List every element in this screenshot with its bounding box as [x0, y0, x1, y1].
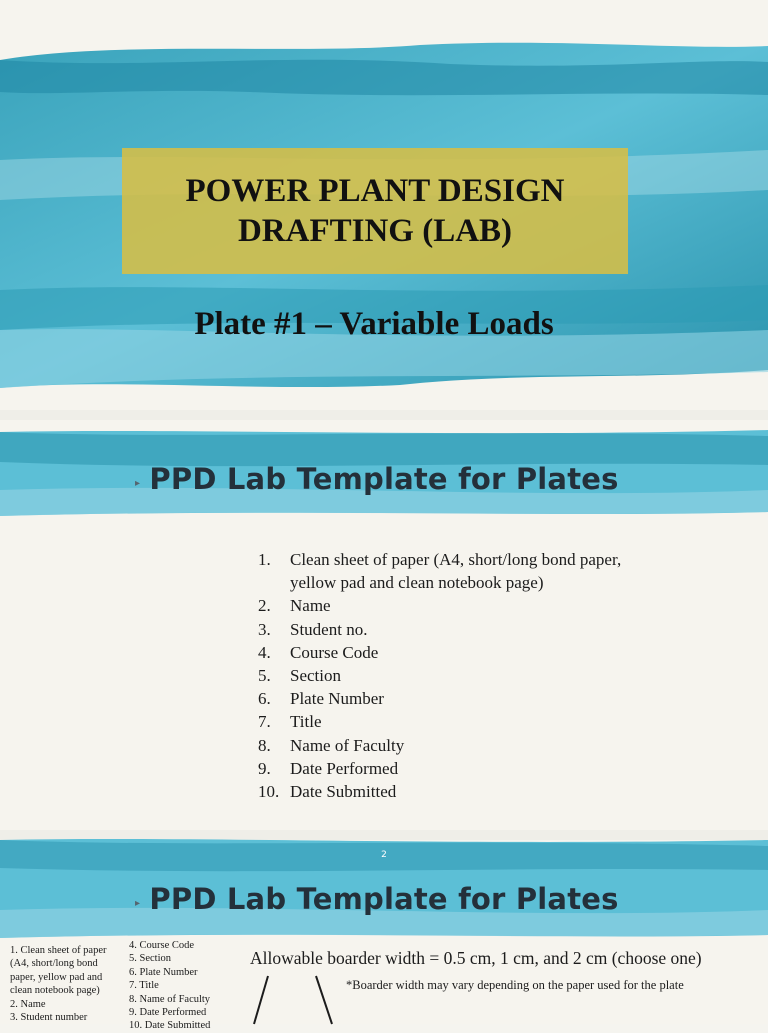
slide-gap [0, 830, 768, 840]
list-item: 6. Plate Number [258, 689, 384, 709]
list-item: 5. Section [258, 666, 341, 686]
slide-heading: PPD Lab Template for Plates [149, 462, 619, 496]
slide-heading: PPD Lab Template for Plates [149, 882, 619, 916]
title-slide [0, 0, 768, 410]
template-detail-slide [0, 840, 768, 1032]
template-slide [0, 420, 768, 830]
requirements-list [258, 548, 658, 803]
list-item: 2. Name [258, 596, 331, 616]
allowable-border-text: Allowable boarder width = 0.5 cm, 1 cm, and 2 cm (choose one) [250, 948, 702, 968]
heading-bullet-icon: ▸ [135, 898, 141, 909]
list-item: 9. Date Performed [258, 758, 399, 778]
slide-gap [0, 410, 768, 420]
page-number: 2 [381, 850, 387, 860]
title-box [122, 148, 628, 274]
list-item: 3. Student no. [258, 619, 368, 639]
list-item: 10. Date Submitted [258, 782, 397, 802]
middle-column: 4. Course Code 5. Section 6. Plate Number 7. Title 8. Name of Faculty 9. Date Performed 10. Date Submitted [129, 940, 211, 1032]
title-line-2: DRAFTING (LAB) [237, 213, 513, 249]
pointer-lines [250, 972, 340, 1024]
heading-bullet-icon: ▸ [135, 478, 141, 489]
list-item: 4. Course Code [258, 642, 379, 662]
left-column: 1. Clean sheet of paper (A4, short/long bond paper, yellow pad and clean notebook page) 2. Name 3. Student number [10, 945, 107, 1024]
list-item: 7. Title [258, 712, 322, 732]
border-note-text: *Boarder width may vary depending on the paper used for the plate [346, 978, 684, 992]
list-item: 8. Name of Faculty [258, 735, 405, 755]
slide-subtitle: Plate #1 – Variable Loads [194, 306, 554, 342]
title-line-1: POWER PLANT DESIGN [185, 173, 565, 209]
list-item: 1. Clean sheet of paper (A4, short/long bond paper, yellow pad and clean notebook page) [258, 550, 622, 593]
